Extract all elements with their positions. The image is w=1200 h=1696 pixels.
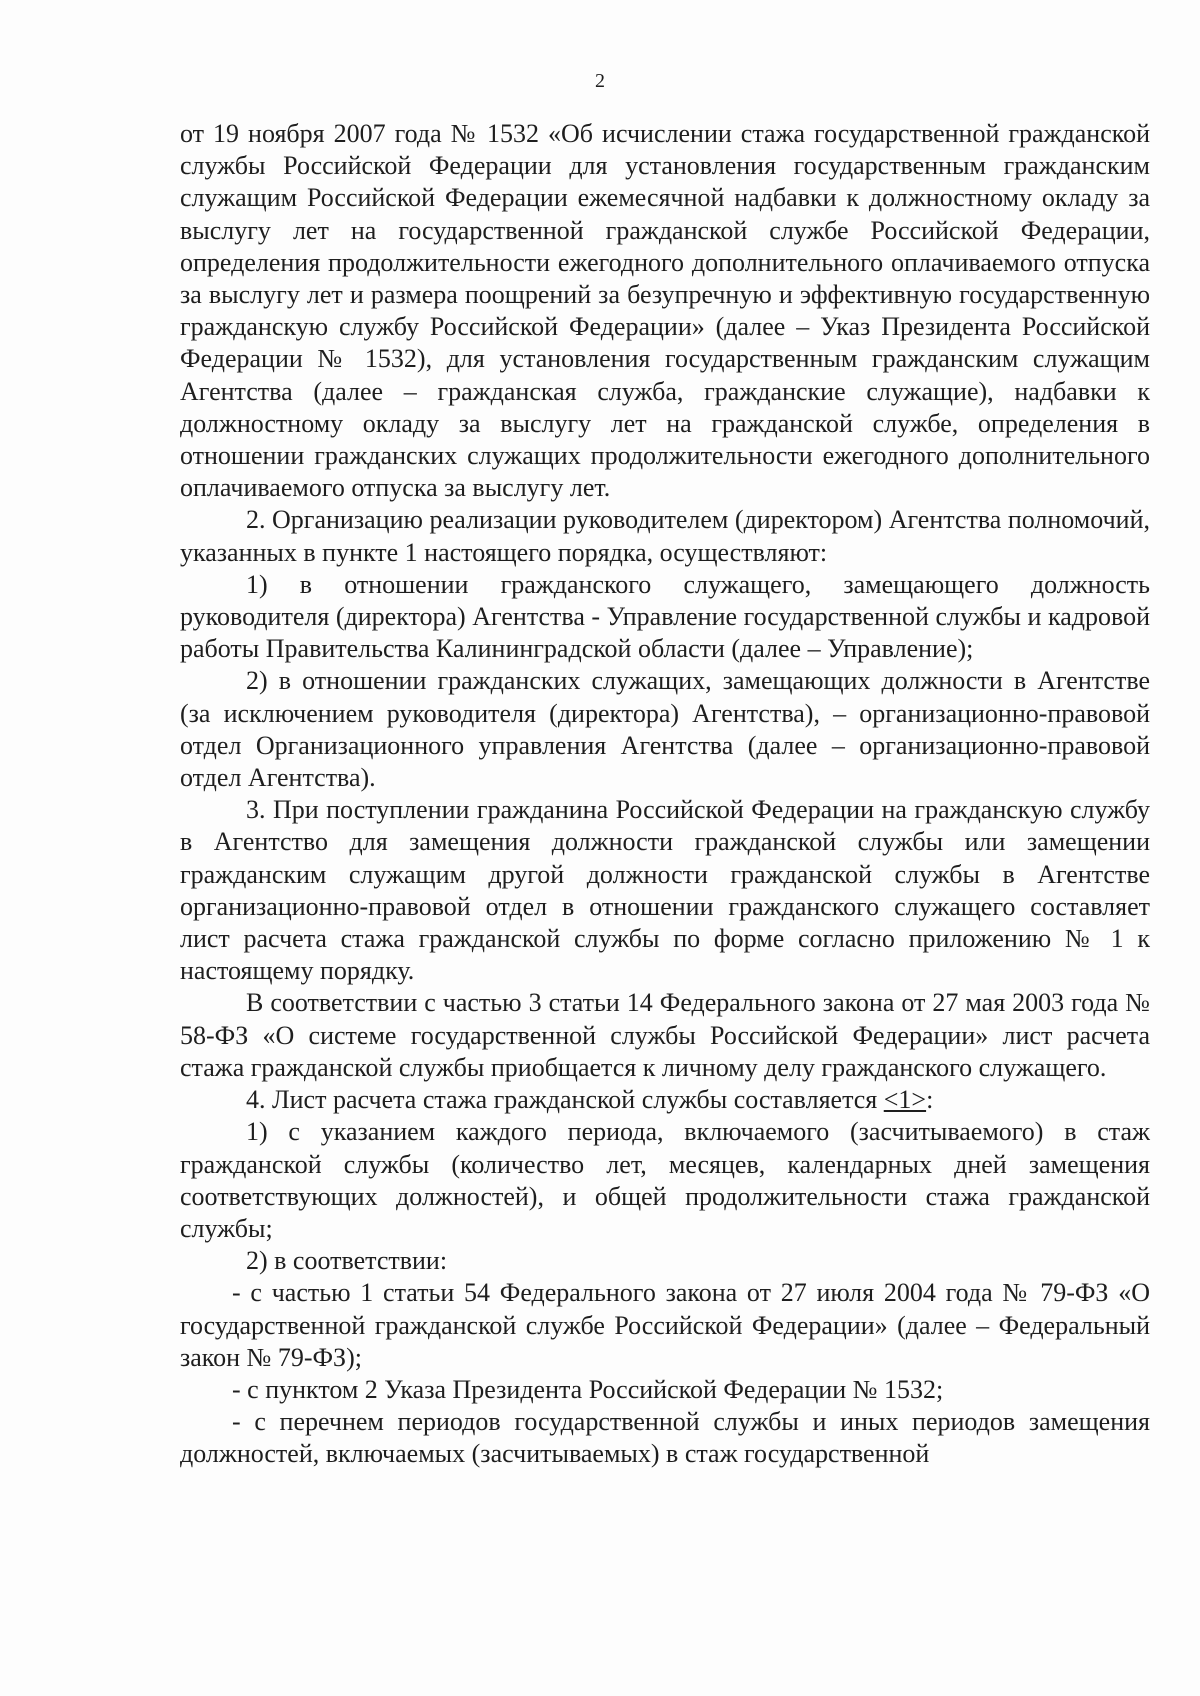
paragraph-item-3-continued: В соответствии с частью 3 статьи 14 Федерального закона от 27 мая 2003 года № 58-ФЗ «О системе государственной службы Российской Федерации» лист расчета стажа гражданской службы приобщается к личному делу гражданского служащего.	[180, 988, 1150, 1082]
paragraph-item-3: 3. При поступлении гражданина Российской Федерации на гражданскую службу в Агентство для замещения должности гражданской службы или замещении гражданским служащим другой должности гражданской службы в Агентстве организационно-правовой отдел в отношении гражданского служащего составляет лист расчета стажа гражданской службы по форме согласно приложению № 1 к настоящему порядку.	[180, 795, 1150, 986]
paragraph-item-4	[180, 1084, 1150, 1116]
paragraph-subitem-2-1: 1) в отношении гражданского служащего, замещающего должность руководителя (директора) Агентства - Управление государственной службы и кадровой работы Правительства Калининградской области (далее – Управление);	[180, 569, 1150, 664]
paragraph-continuation: от 19 ноября 2007 года № 1532 «Об исчислении стажа государственной гражданской службы Российской Федерации для установления государственным гражданским служащим Российской Федерации ежемесячной надбавки к должностному окладу за выслугу лет на государственной гражданской службе Российской Федерации, определения продолжительности ежегодного дополнительного оплачиваемого отпуска за выслугу лет и размера поощрений за безупречную и эффективную государственную гражданскую службу Российской Федерации» (далее – Указ Президента Российской Федерации № 1532), для установления государственным гражданским служащим Агентства (далее – гражданская служба, гражданские служащие), надбавки к должностному окладу за выслугу лет на гражданской службе, определения в отношении гражданских служащих продолжительности ежегодного дополнительного оплачиваемого отпуска за выслугу лет.	[180, 119, 1150, 503]
paragraph-item-2: 2. Организацию реализации руководителем (директором) Агентства полномочий, указанных в пункте 1 настоящего порядка, осуществляют:	[180, 505, 1150, 567]
footnote-reference-link[interactable]: <1>	[883, 1085, 927, 1115]
list-item-periods: - с перечнем периодов государственной службы и иных периодов замещения должностей, включаемых (засчитываемых) в стаж государственной	[180, 1407, 1150, 1469]
list-item-law-79: - с частью 1 статьи 54 Федерального закона от 27 июля 2004 года № 79-ФЗ «О государственной гражданской службе Российской Федерации» (далее – Федеральный закон № 79-ФЗ);	[180, 1278, 1150, 1372]
paragraph-item-4-text: 4. Лист расчета стажа гражданской службы составляется	[246, 1085, 884, 1115]
document-body	[180, 118, 1150, 1471]
paragraph-subitem-2-2: 2) в отношении гражданских служащих, замещающих должности в Агентстве (за исключением руководителя (директора) Агентства), – организационно-правовой отдел Организационного управления Агентства (далее – организационно-правовой отдел Агентства).	[180, 666, 1150, 793]
paragraph-subitem-4-2: 2) в соответствии:	[246, 1246, 448, 1276]
list-item-decree-1532: - с пунктом 2 Указа Президента Российской Федерации № 1532;	[232, 1374, 944, 1404]
paragraph-subitem-4-1: 1) с указанием каждого периода, включаемого (засчитываемого) в стаж гражданской службы (количество лет, месяцев, календарных дней замещения соответствующих должностей), и общей продолжительности стажа гражданской службы;	[180, 1117, 1150, 1243]
page-number: 2	[595, 70, 605, 92]
paragraph-item-4-tail: :	[926, 1085, 934, 1115]
